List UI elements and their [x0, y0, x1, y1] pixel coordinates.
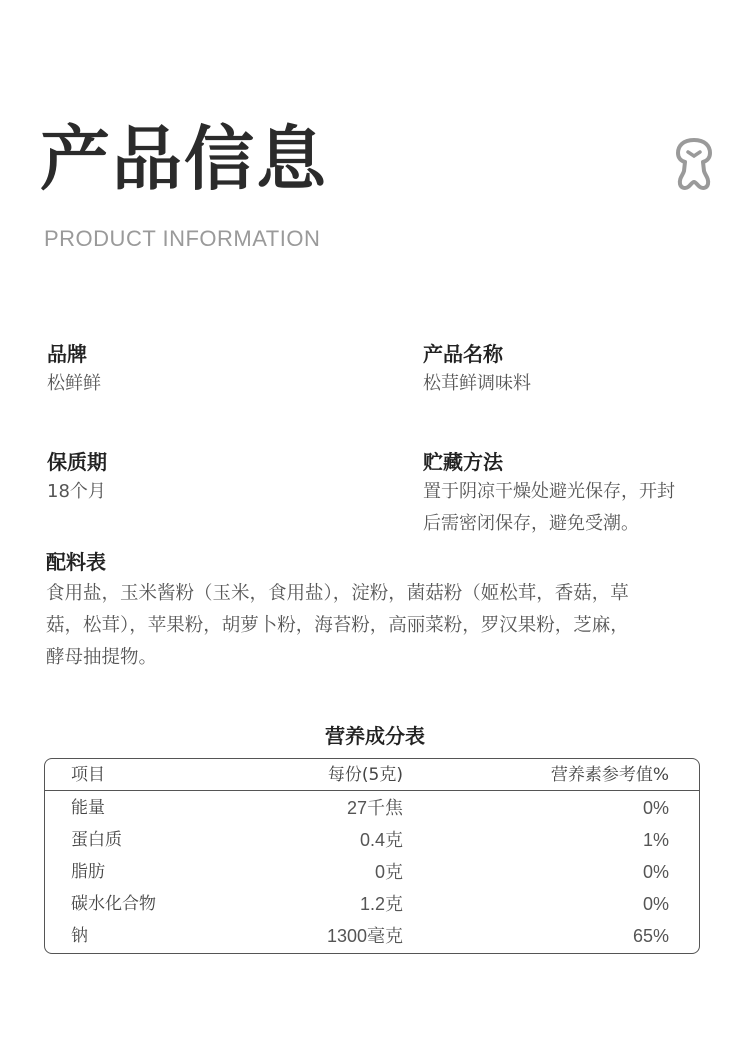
page-title: 产品信息	[40, 118, 328, 200]
ingredients-line: 酵母抽提物。	[46, 647, 158, 668]
storage-label: 贮藏方法	[423, 450, 503, 474]
table-row	[45, 856, 699, 888]
row-item: 钠	[71, 926, 88, 946]
header-item: 项目	[71, 765, 105, 785]
storage-value-line1: 置于阴凉干燥处避光保存，开封	[423, 481, 675, 502]
row-item: 碳水化合物	[71, 894, 156, 914]
table-row	[45, 920, 699, 952]
table-row	[45, 888, 699, 920]
shelf-life-value: 18个月	[47, 481, 106, 502]
ingredients-line: 菇，松茸），苹果粉，胡萝卜粉，海苔粉，高丽菜粉，罗汉果粉，芝麻，	[46, 615, 629, 636]
table-header-row	[45, 759, 699, 791]
row-nrv: 65%	[632, 926, 669, 946]
storage-value-line2: 后需密闭保存，避免受潮。	[423, 513, 639, 534]
header-per-serving: 每份(5克)	[327, 765, 403, 785]
brand-value: 松鲜鲜	[47, 373, 101, 394]
nutrition-table	[44, 758, 700, 954]
row-per-serving: 1300毫克	[326, 926, 403, 946]
brand-label: 品牌	[47, 342, 87, 366]
table-row	[45, 824, 699, 856]
table-row	[45, 792, 699, 824]
row-nrv: 0%	[642, 798, 669, 818]
row-per-serving: 1.2克	[359, 894, 403, 914]
page-subtitle: PRODUCT INFORMATION	[44, 226, 321, 251]
ingredients-text	[46, 578, 714, 674]
row-item: 能量	[71, 798, 105, 818]
product-name-label: 产品名称	[423, 342, 503, 366]
header-nrv: 营养素参考值%	[550, 765, 669, 785]
ingredients-line: 食用盐，玉米酱粉（玉米，食用盐），淀粉，菌菇粉（姬松茸，香菇，草	[46, 583, 629, 604]
row-per-serving: 27千焦	[346, 798, 403, 818]
row-nrv: 1%	[642, 830, 669, 850]
row-item: 蛋白质	[71, 830, 122, 850]
product-name-value: 松茸鲜调味料	[423, 373, 531, 394]
row-per-serving: 0克	[374, 862, 403, 882]
ingredients-label: 配料表	[46, 550, 106, 574]
nutrition-table-title: 营养成分表	[325, 724, 425, 748]
mushroom-outline-icon	[672, 136, 716, 192]
row-per-serving: 0.4克	[359, 830, 403, 850]
row-nrv: 0%	[642, 894, 669, 914]
row-nrv: 0%	[642, 862, 669, 882]
row-item: 脂肪	[71, 862, 105, 882]
shelf-life-label: 保质期	[47, 450, 107, 474]
